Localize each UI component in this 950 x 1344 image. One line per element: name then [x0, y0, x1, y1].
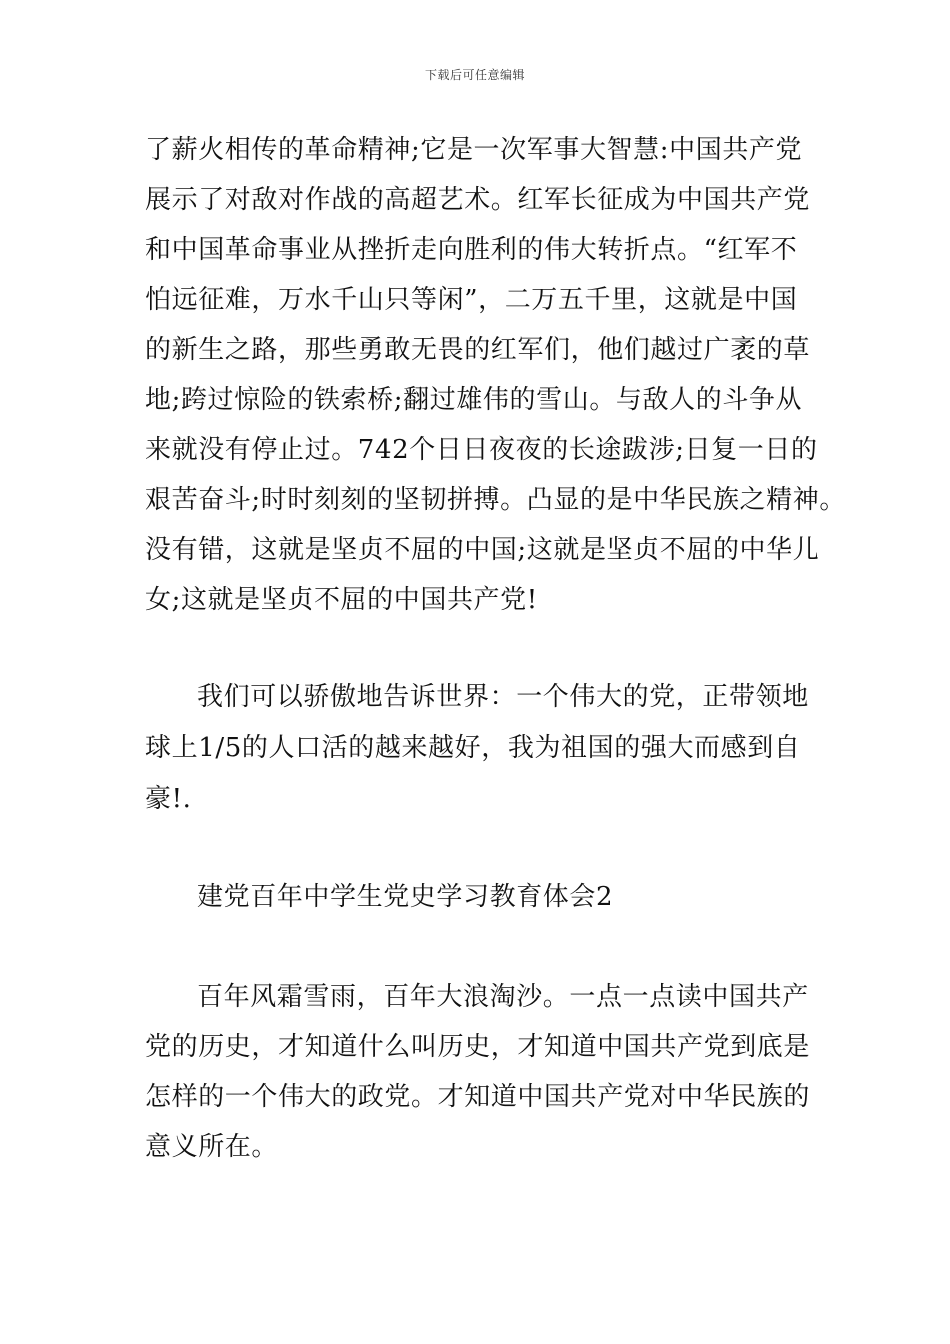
text-line: 来就没有停止过。742个日日夜夜的长途跋涉;日复一日的 [145, 435, 818, 465]
text-line: 了薪火相传的革命精神;它是一次军事大智慧:中国共产党 [145, 135, 803, 165]
text-line: 没有错，这就是坚贞不屈的中国;这就是坚贞不屈的中华儿 [145, 535, 820, 565]
text-line: 怎样的一个伟大的政党。才知道中国共产党对中华民族的 [145, 1082, 811, 1112]
text-line: 豪!. [145, 784, 192, 814]
text-line: 怕远征难，万水千山只等闲”，二万五千里，这就是中国 [145, 285, 798, 315]
text-line: 意义所在。 [145, 1132, 279, 1162]
text-line: 艰苦奋斗;时时刻刻的坚韧拼搏。凸显的是中华民族之精神。 [145, 485, 846, 515]
text-line: 女;这就是坚贞不屈的中国共产党! [145, 585, 538, 615]
text-line: 地;跨过惊险的铁索桥;翻过雄伟的雪山。与敌人的斗争从 [145, 385, 803, 415]
text-line: 百年风霜雪雨，百年大浪淘沙。一点一点读中国共产 [197, 982, 809, 1012]
text-line: 党的历史，才知道什么叫历史，才知道中国共产党到底是 [145, 1032, 811, 1062]
heading-line: 建党百年中学生党史学习教育体会2 [197, 882, 614, 912]
text-line: 展示了对敌对作战的高超艺术。红军长征成为中国共产党 [145, 185, 811, 215]
text-line: 和中国革命事业从挫折走向胜利的伟大转折点。“红军不 [145, 235, 798, 265]
text-line: 的新生之路，那些勇敢无畏的红军们，他们越过广袤的草 [145, 335, 811, 365]
text-line: 我们可以骄傲地告诉世界：一个伟大的党，正带领地 [197, 682, 809, 712]
text-line: 球上1/5的人口活的越来越好，我为祖国的强大而感到自 [145, 733, 801, 763]
page-header: 下载后可任意编辑 [424, 68, 525, 82]
